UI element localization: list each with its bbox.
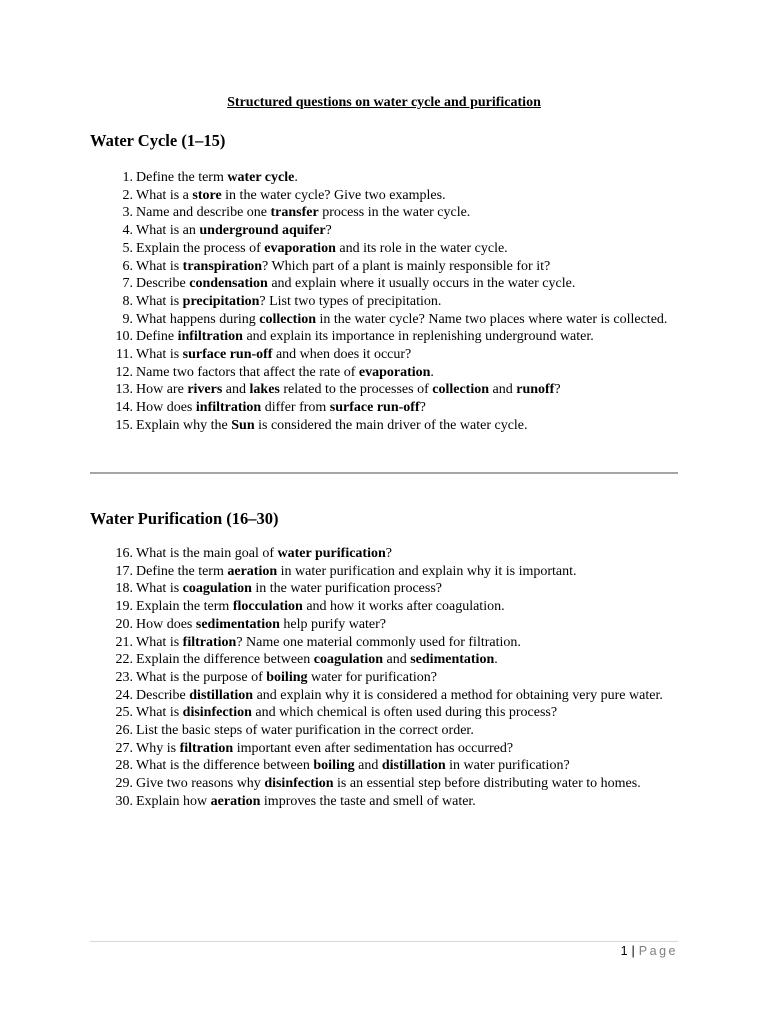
question-text: Explain how: [136, 793, 211, 809]
question-number: 2.: [122, 187, 133, 203]
key-term: distillation: [381, 758, 446, 774]
question-text: ?: [554, 382, 561, 398]
key-term: rivers: [187, 382, 223, 398]
question-text: in the water purification process?: [251, 581, 442, 597]
question-number: 10.: [115, 329, 133, 345]
question-text: What is the purpose of: [136, 669, 267, 685]
key-term: boiling: [266, 669, 308, 685]
key-term: coagulation: [313, 652, 384, 668]
key-term: filtration: [182, 634, 237, 650]
question-item: [108, 616, 668, 634]
key-term: evaporation: [264, 240, 336, 256]
question-text: and its role in the water cycle.: [335, 240, 508, 256]
question-number: 24.: [115, 687, 133, 703]
question-text: is an essential step before distributing water to homes.: [333, 776, 641, 792]
page-label: Page: [638, 944, 678, 958]
key-term: aeration: [210, 793, 261, 809]
question-text: and: [489, 382, 517, 398]
key-term: distillation: [189, 687, 254, 703]
question-text: process in the water cycle.: [318, 205, 471, 221]
question-text: What is the difference between: [136, 758, 314, 774]
key-term: Sun: [231, 417, 255, 433]
question-number: 5.: [122, 240, 133, 256]
question-number: 12.: [115, 364, 133, 380]
question-text: .: [294, 170, 298, 185]
section-heading-water-purification: Water Purification (16–30): [90, 509, 279, 528]
key-term: aeration: [227, 563, 278, 579]
key-term: surface run-off: [329, 400, 420, 416]
question-text: and: [354, 758, 382, 774]
footer-separator: |: [631, 944, 635, 958]
question-item: [108, 793, 668, 811]
key-term: precipitation: [182, 293, 260, 309]
question-number: 6.: [122, 258, 133, 274]
question-item: [108, 651, 668, 669]
question-number: 8.: [122, 293, 133, 309]
question-item: [108, 775, 668, 793]
question-number: 7.: [122, 276, 133, 292]
question-text: in water purification?: [445, 758, 570, 774]
question-text: and when does it occur?: [272, 347, 412, 363]
key-term: filtration: [179, 740, 234, 756]
question-item: [108, 722, 668, 740]
question-text: Explain the process of: [136, 240, 265, 256]
key-term: collection: [259, 311, 317, 327]
question-text: Explain the term: [136, 599, 233, 615]
key-term: disinfection: [182, 705, 252, 721]
question-item: [108, 311, 668, 329]
question-list-water-cycle: [108, 169, 668, 435]
question-number: 23.: [115, 669, 133, 685]
question-text: What is: [136, 347, 183, 363]
question-text: in the water cycle? Name two places where water is collected.: [316, 311, 668, 327]
question-item: [108, 687, 668, 705]
question-text: What is a: [136, 187, 193, 203]
section-heading-water-cycle: Water Cycle (1–15): [90, 131, 226, 150]
question-text: ? List two types of precipitation.: [259, 293, 442, 309]
question-text: help purify water?: [279, 616, 387, 632]
key-term: surface run-off: [182, 347, 273, 363]
question-number: 16.: [115, 546, 133, 561]
question-text: What happens during: [136, 311, 260, 327]
key-term: water purification: [277, 546, 386, 561]
key-term: sedimentation: [195, 616, 280, 632]
question-item: [108, 399, 668, 417]
question-text: important even after sedimentation has occurred?: [233, 740, 514, 756]
question-item: [108, 740, 668, 758]
key-term: disinfection: [264, 776, 334, 792]
question-item: [108, 204, 668, 222]
question-text: ? Name one material commonly used for filtration.: [236, 634, 521, 650]
question-text: Explain the difference between: [136, 652, 314, 668]
question-text: What is: [136, 634, 183, 650]
key-term: condensation: [189, 276, 268, 292]
question-text: Give two reasons why: [136, 776, 265, 792]
question-item: [108, 346, 668, 364]
question-text: improves the taste and smell of water.: [260, 793, 476, 809]
key-term: infiltration: [177, 329, 243, 345]
key-term: water cycle: [227, 170, 295, 185]
question-text: Explain why the: [136, 417, 232, 433]
question-item: [108, 364, 668, 382]
question-number: 27.: [115, 740, 133, 756]
question-text: How does: [136, 616, 196, 632]
key-term: store: [192, 187, 222, 203]
question-text: differ from: [261, 400, 330, 416]
question-text: in water purification and explain why it is important.: [277, 563, 577, 579]
question-number: 28.: [115, 758, 133, 774]
key-term: transfer: [270, 205, 319, 221]
question-text: and explain why it is considered a method for obtaining very pure water.: [253, 687, 663, 703]
question-text: Define the term: [136, 563, 228, 579]
question-item: [108, 328, 668, 346]
question-text: Describe: [136, 276, 190, 292]
question-number: 11.: [116, 347, 133, 363]
question-number: 15.: [115, 417, 133, 433]
question-item: [108, 704, 668, 722]
key-term: evaporation: [358, 364, 431, 380]
question-number: 21.: [115, 634, 133, 650]
question-item: [108, 580, 668, 598]
question-text: How does: [136, 400, 196, 416]
question-text: Define the term: [136, 170, 228, 185]
key-term: sedimentation: [410, 652, 495, 668]
question-item: [108, 222, 668, 240]
question-text: What is: [136, 705, 183, 721]
key-term: transpiration: [182, 258, 262, 274]
question-item: [108, 417, 668, 435]
key-term: boiling: [313, 758, 355, 774]
question-text: Name and describe one: [136, 205, 271, 221]
question-text: Name two factors that affect the rate of: [136, 364, 359, 380]
question-text: What is: [136, 581, 183, 597]
question-list-water-purification: [108, 545, 668, 811]
question-text: in the water cycle? Give two examples.: [221, 187, 446, 203]
page-number: 1: [620, 944, 628, 958]
question-text: .: [494, 652, 498, 668]
question-text: Describe: [136, 687, 190, 703]
question-number: 19.: [115, 599, 133, 615]
question-text: ?: [419, 400, 426, 416]
question-item: [108, 545, 668, 563]
page-footer: [621, 943, 678, 959]
question-text: Why is: [136, 740, 180, 756]
footer-rule: [90, 941, 678, 942]
key-term: coagulation: [182, 581, 252, 597]
question-text: and: [222, 382, 250, 398]
key-term: underground aquifer: [199, 223, 326, 239]
question-number: 29.: [115, 776, 133, 792]
question-text: ? Which part of a plant is mainly responsible for it?: [262, 258, 551, 274]
key-term: lakes: [249, 382, 280, 398]
question-number: 18.: [115, 581, 133, 597]
question-number: 1.: [122, 170, 133, 185]
question-item: [108, 598, 668, 616]
question-number: 3.: [122, 205, 133, 221]
question-item: [108, 381, 668, 399]
question-text: water for purification?: [307, 669, 437, 685]
key-term: infiltration: [195, 400, 262, 416]
question-item: [108, 169, 668, 187]
question-number: 22.: [115, 652, 133, 668]
key-term: runoff: [516, 382, 555, 398]
question-text: and explain its importance in replenishing underground water.: [242, 329, 594, 345]
question-item: [108, 669, 668, 687]
key-term: flocculation: [232, 599, 303, 615]
question-text: List the basic steps of water purification in the correct order.: [136, 723, 474, 739]
question-item: [108, 293, 668, 311]
question-text: and: [383, 652, 411, 668]
question-text: is considered the main driver of the water cycle.: [254, 417, 528, 433]
section-divider: [90, 472, 678, 474]
question-item: [108, 563, 668, 581]
question-text: ?: [325, 223, 332, 239]
question-text: What is: [136, 258, 183, 274]
question-item: [108, 757, 668, 775]
question-text: How are: [136, 382, 188, 398]
question-item: [108, 258, 668, 276]
question-item: [108, 634, 668, 652]
question-text: and how it works after coagulation.: [302, 599, 505, 615]
question-item: [108, 275, 668, 293]
question-number: 13.: [115, 382, 133, 398]
question-text: .: [430, 364, 434, 380]
question-number: 9.: [122, 311, 133, 327]
question-number: 17.: [115, 563, 133, 579]
question-number: 25.: [115, 705, 133, 721]
question-text: related to the processes of: [279, 382, 433, 398]
question-text: ?: [385, 546, 392, 561]
question-text: What is: [136, 293, 183, 309]
page-title: Structured questions on water cycle and purification: [227, 95, 541, 110]
question-number: 4.: [122, 223, 133, 239]
key-term: collection: [432, 382, 490, 398]
question-text: and explain where it usually occurs in the water cycle.: [267, 276, 576, 292]
question-item: [108, 240, 668, 258]
question-text: What is an: [136, 223, 200, 239]
question-item: [108, 187, 668, 205]
question-text: Define: [136, 329, 178, 345]
question-number: 20.: [115, 616, 133, 632]
question-number: 14.: [115, 400, 133, 416]
question-text: What is the main goal of: [136, 546, 278, 561]
question-text: and which chemical is often used during this process?: [251, 705, 558, 721]
question-number: 30.: [115, 793, 133, 809]
question-number: 26.: [115, 723, 133, 739]
